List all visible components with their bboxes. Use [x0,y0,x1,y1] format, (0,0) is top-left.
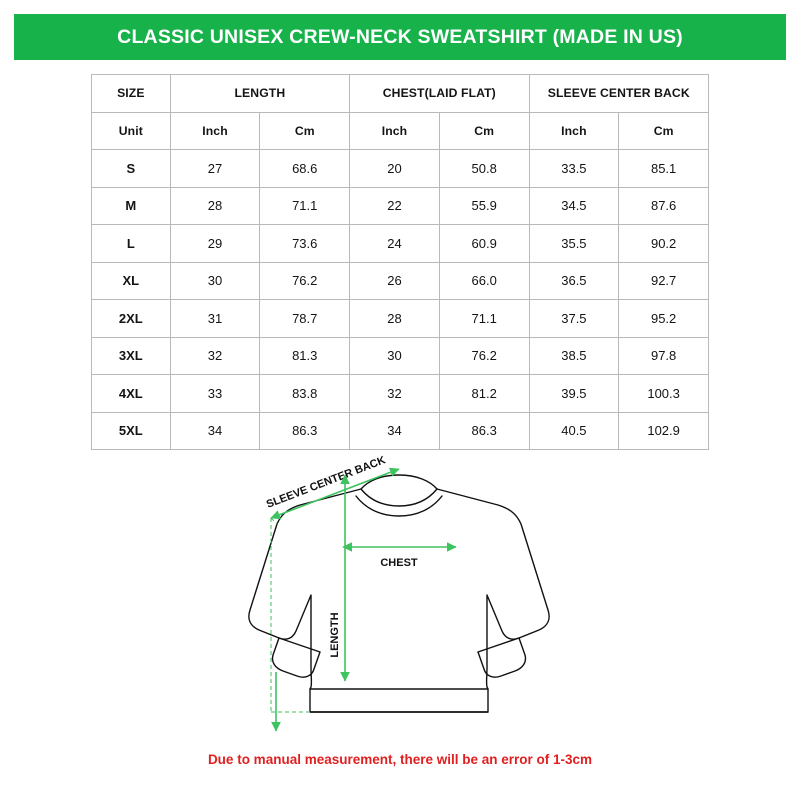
cell-length-inch: 27 [170,150,260,188]
header-sleeve: SLEEVE CENTER BACK [529,75,708,113]
cell-size: 3XL [92,337,171,375]
cell-size: 2XL [92,300,171,338]
table-unit-header-row [92,112,709,150]
cell-sleeve-cm: 90.2 [619,225,709,263]
table-row [92,375,709,413]
page-title: CLASSIC UNISEX CREW-NECK SWEATSHIRT (MADE IN US) [14,14,786,60]
cell-length-cm: 78.7 [260,300,350,338]
cell-sleeve-cm: 95.2 [619,300,709,338]
cell-chest-inch: 22 [350,187,440,225]
cell-size: M [92,187,171,225]
cell-sleeve-inch: 36.5 [529,262,619,300]
cell-sleeve-cm: 102.9 [619,412,709,450]
cell-length-cm: 73.6 [260,225,350,263]
header-unit: Unit [92,112,171,150]
cell-length-inch: 30 [170,262,260,300]
cell-chest-inch: 28 [350,300,440,338]
cell-chest-cm: 71.1 [439,300,529,338]
header-chest-cm: Cm [439,112,529,150]
header-sleeve-cm: Cm [619,112,709,150]
cell-length-cm: 86.3 [260,412,350,450]
cell-chest-cm: 66.0 [439,262,529,300]
cell-sleeve-inch: 38.5 [529,337,619,375]
cell-size: 5XL [92,412,171,450]
cell-size: S [92,150,171,188]
table-row [92,337,709,375]
cell-chest-cm: 81.2 [439,375,529,413]
cell-length-cm: 83.8 [260,375,350,413]
cell-length-inch: 33 [170,375,260,413]
cell-length-cm: 76.2 [260,262,350,300]
cell-length-cm: 68.6 [260,150,350,188]
sweatshirt-outline [249,475,549,712]
table-row [92,300,709,338]
cell-length-inch: 32 [170,337,260,375]
measurement-note: Due to manual measurement, there will be an error of 1-3cm [207,752,593,767]
size-table-container [91,74,709,450]
cell-size: 4XL [92,375,171,413]
cell-sleeve-cm: 85.1 [619,150,709,188]
header-length-cm: Cm [260,112,350,150]
cell-chest-inch: 32 [350,375,440,413]
cell-length-inch: 28 [170,187,260,225]
cell-sleeve-cm: 87.6 [619,187,709,225]
cell-length-inch: 29 [170,225,260,263]
cell-sleeve-inch: 37.5 [529,300,619,338]
cell-size: XL [92,262,171,300]
cell-length-cm: 81.3 [260,337,350,375]
length-label: LENGTH [329,612,341,658]
table-row [92,150,709,188]
header-size: SIZE [92,75,171,113]
table-row [92,262,709,300]
cell-length-inch: 31 [170,300,260,338]
cell-sleeve-inch: 39.5 [529,375,619,413]
cell-length-cm: 71.1 [260,187,350,225]
cell-chest-cm: 86.3 [439,412,529,450]
cell-chest-cm: 60.9 [439,225,529,263]
header-chest: CHEST(LAID FLAT) [350,75,529,113]
measurement-illustration [0,450,800,750]
cell-size: L [92,225,171,263]
header-chest-inch: Inch [350,112,440,150]
table-row [92,225,709,263]
cell-length-inch: 34 [170,412,260,450]
cell-chest-inch: 26 [350,262,440,300]
guide-lines [271,518,310,712]
cell-chest-inch: 30 [350,337,440,375]
cell-sleeve-cm: 92.7 [619,262,709,300]
cell-sleeve-inch: 40.5 [529,412,619,450]
cell-chest-cm: 55.9 [439,187,529,225]
cell-sleeve-inch: 33.5 [529,150,619,188]
header-length: LENGTH [170,75,349,113]
cell-sleeve-cm: 97.8 [619,337,709,375]
table-row [92,412,709,450]
cell-chest-cm: 76.2 [439,337,529,375]
header-length-inch: Inch [170,112,260,150]
cell-chest-inch: 24 [350,225,440,263]
size-table [91,74,709,450]
cell-chest-cm: 50.8 [439,150,529,188]
cell-sleeve-inch: 34.5 [529,187,619,225]
chest-label: CHEST [380,557,418,569]
table-row [92,187,709,225]
header-sleeve-inch: Inch [529,112,619,150]
cell-chest-inch: 20 [350,150,440,188]
cell-chest-inch: 34 [350,412,440,450]
table-group-header-row [92,75,709,113]
cell-sleeve-cm: 100.3 [619,375,709,413]
sleeve-label: SLEEVE CENTER BACK [264,454,388,511]
cell-sleeve-inch: 35.5 [529,225,619,263]
